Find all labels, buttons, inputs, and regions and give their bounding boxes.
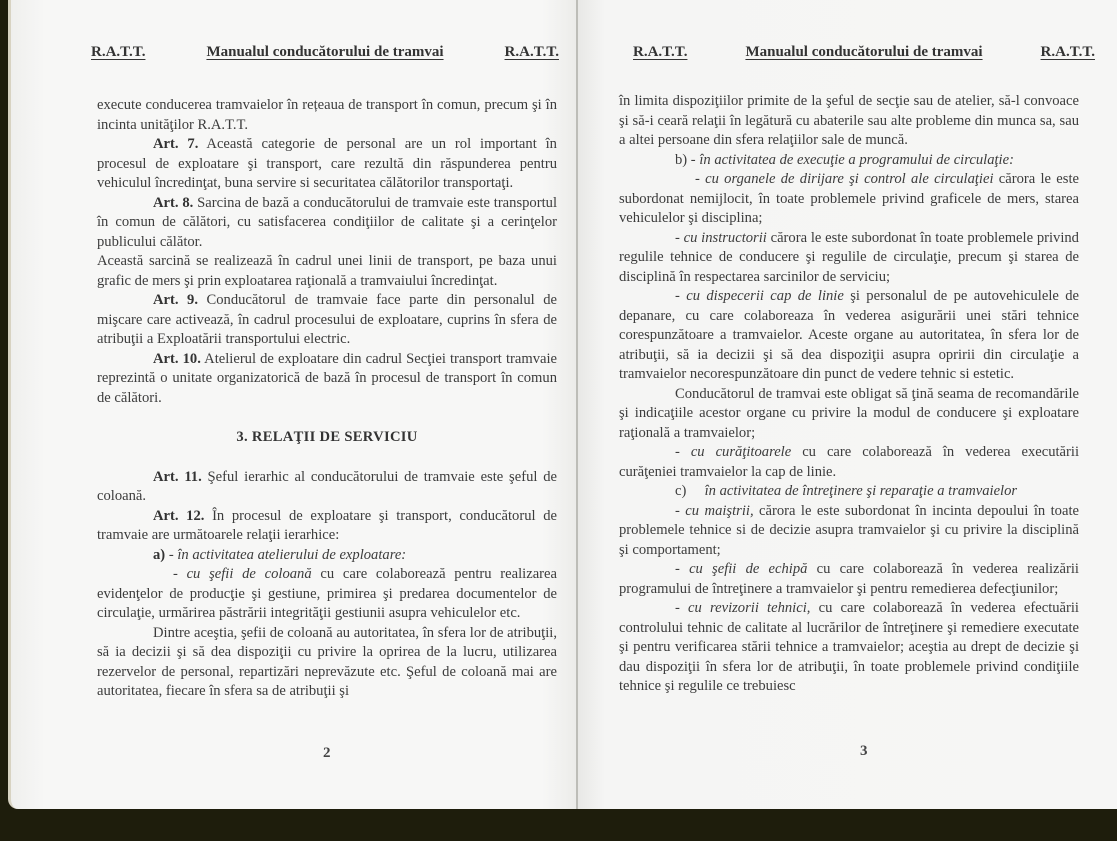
italic-term: - cu şefii de echipă: [675, 561, 808, 577]
right-page: [578, 0, 1117, 809]
article-label: Art. 8.: [153, 194, 194, 211]
italic-term: - cu revizorii tehnici,: [675, 600, 811, 616]
paragraph-text: şi personalul de pe autovehiculele de depanare, cu care colaboreaza în vederea asigurării unei stări tehnice corespunzătoare a tramvaielor. Aceste organe au autoritatea, în sfera lor de atribuţii, să ia decizii şi să dea dispoziţii asupra opririi din circulaţie a tramvaielor necorespunzătoare din punct de vedere tehnic si estetic.: [619, 288, 1079, 382]
list-text: în activitatea de întreţinere şi reparaţie a tramvaielor: [704, 483, 1018, 499]
paragraph-text: cu care colaborează în vederea efectuării controlului tehnic de calitate al lucrărilor de întreţinere şi remediere executate şi pentru verificarea stării tehnice a tramvaielor; aceştia au drept de decizie şi dau dispoziţii în sfera lor de atribuţii, în toate problemele privind condiţiile tehnice şi regulile ce trebuiesc: [619, 600, 1079, 694]
paragraph: [619, 287, 1079, 385]
list-label: b) -: [675, 151, 700, 168]
header-title: Manualul conducătorului de tramvai: [745, 44, 983, 60]
article-label: Art. 10.: [153, 350, 201, 367]
right-page-body: [619, 92, 1079, 697]
article-text: În procesul de exploatare şi transport, conducătorul de tramvaie are următoarele relaţii ierarhice:: [97, 507, 557, 543]
paragraph: [619, 229, 1079, 288]
page-number: 3: [860, 743, 868, 759]
paragraph: Această sarcină se realizează în cadrul unei linii de transport, pe baza unui grafic de mers şi prin exploatarea raţională a tramvaiului încredinţat.: [97, 253, 557, 289]
article-text: Atelierul de exploatare din cadrul Secţiei transport tramvaie reprezintă o unitate organizatorică de bază în procesul de transport în comun de călători.: [97, 350, 558, 406]
header-right: R.A.T.T.: [1040, 44, 1095, 60]
article-12: [97, 507, 557, 546]
paragraph: [97, 565, 557, 624]
paragraph: [619, 560, 1079, 599]
article-text: Conducătorul de tramvaie face parte din personalul de mişcare care activează, în cadrul procesului de exploatare, cuprins în sfera de atribuţii a Exploatării transportului electric.: [97, 292, 557, 347]
paragraph: [619, 170, 1079, 229]
article-text: Sarcina de bază a conducătorului de tramvaie este transportul în comun de călători, cu satisfacerea condiţiilor de calitate şi a cerinţelor publicului călător.: [97, 194, 557, 250]
paragraph-text: cu care colaborează în vederea realizării programului de întreţinere a tramvaielor şi pentru remedierea defecţiunilor;: [619, 561, 1079, 597]
list-item-b: [619, 151, 1079, 171]
article-10: [97, 350, 557, 409]
paragraph: în limita dispoziţiilor primite de la şeful de secţie sau de atelier, să-l convoace şi să-i ceară relaţii în legătură cu abaterile sau alte probleme din munca sa, sau a altei persoane din sfera relaţiilor sale de muncă.: [619, 93, 1079, 148]
list-text: - în activitatea atelierului de exploatare:: [165, 546, 407, 563]
italic-term: - cu şefii de coloană: [173, 566, 312, 582]
article-7: [97, 135, 557, 194]
running-header: [91, 44, 559, 61]
paragraph-text: cu care colaborează în vederea executării curăţeniei tramvaielor la cap de linie.: [619, 444, 1080, 480]
article-text: Această categorie de personal are un rol important în procesul de exploatare şi transport, care rezultă din răspunderea pentru vehiculul încredinţat, buna servire si securitatea călătorilor transportaţi.: [97, 136, 557, 191]
italic-term: - cu maiştrii,: [675, 502, 754, 519]
header-title: Manualul conducătorului de tramvai: [206, 44, 444, 60]
article-label: Art. 11.: [153, 468, 202, 485]
paragraph: [619, 443, 1079, 482]
list-label: a): [153, 546, 166, 563]
paragraph-text: cărora le este subordonat în toate problemele privind regulile tehnice de conducere şi regulile de circulaţie, precum şi starea de disciplină în respectarea sarcinilor de serviciu;: [619, 229, 1079, 285]
italic-term: - cu curăţitoarele: [675, 444, 792, 460]
italic-term: - cu instructorii: [675, 229, 767, 246]
article-label: Art. 9.: [153, 292, 198, 308]
paragraph: Conducătorul de tramvai este obligat să ţină seama de recomandările şi indicaţiile acestor organe cu privire la modul de conducere şi exploatare raţională a tramvaielor;: [619, 385, 1079, 441]
paragraph: Dintre aceştia, şefii de coloană au autoritatea, în sfera lor de atribuţii, să ia decizii şi să dea dispoziţii cu privire la oprirea de la lucru, utilizarea rezervelor de personal, repartizări neprevăzute etc. Şeful de coloană mai are autoritatea, fiecare în sfera sa de atribuţii şi: [97, 624, 557, 699]
left-page-body: [97, 96, 557, 702]
article-text: Şeful ierarhic al conducătorului de tramvaie este şeful de coloană.: [97, 468, 557, 504]
header-right: R.A.T.T.: [504, 44, 559, 60]
paragraph: execute conducerea tramvaielor în rețeaua de transport în comun, precum şi în incinta unităţilor R.A.T.T.: [97, 97, 557, 133]
article-9: [97, 291, 557, 350]
paragraph-text: cu care colaborează pentru realizarea evidenţelor de producţie şi gestiune, primirea şi predarea documentelor de circulaţie, urmărirea păstrării integrităţii gestiunii asupra vehiculelor etc.: [97, 566, 557, 621]
header-left: R.A.T.T.: [633, 44, 688, 60]
list-item-a: [97, 546, 557, 566]
header-left: R.A.T.T.: [91, 44, 146, 60]
paragraph: [619, 502, 1079, 561]
article-label: Art. 12.: [153, 507, 205, 524]
paragraph-text: cărora le este subordonat nemijlocit, în toate problemele privind graficele de mers, starea vehiculelor şi disciplina;: [619, 171, 1079, 226]
paragraph: [619, 599, 1079, 697]
article-8: [97, 194, 557, 253]
italic-term: - cu organele de dirijare şi control ale circulaţiei: [695, 171, 994, 187]
section-heading: 3. RELAŢII DE SERVICIU: [236, 429, 418, 445]
left-page: [8, 0, 576, 809]
article-11: [97, 468, 557, 507]
list-item-c: [619, 482, 1079, 502]
article-label: Art. 7.: [153, 136, 199, 152]
paragraph-text: cărora le este subordonat în incinta depoului în toate problemele tehnice si de decizie asupra tramvaielor şi cu privire la disciplină şi comportament;: [619, 502, 1079, 558]
running-header: [633, 44, 1095, 61]
list-label: c): [675, 483, 687, 499]
italic-term: - cu dispecerii cap de linie: [675, 288, 844, 304]
page-number: 2: [323, 745, 331, 761]
list-text: în activitatea de execuţie a programului de circulaţie:: [699, 151, 1014, 168]
